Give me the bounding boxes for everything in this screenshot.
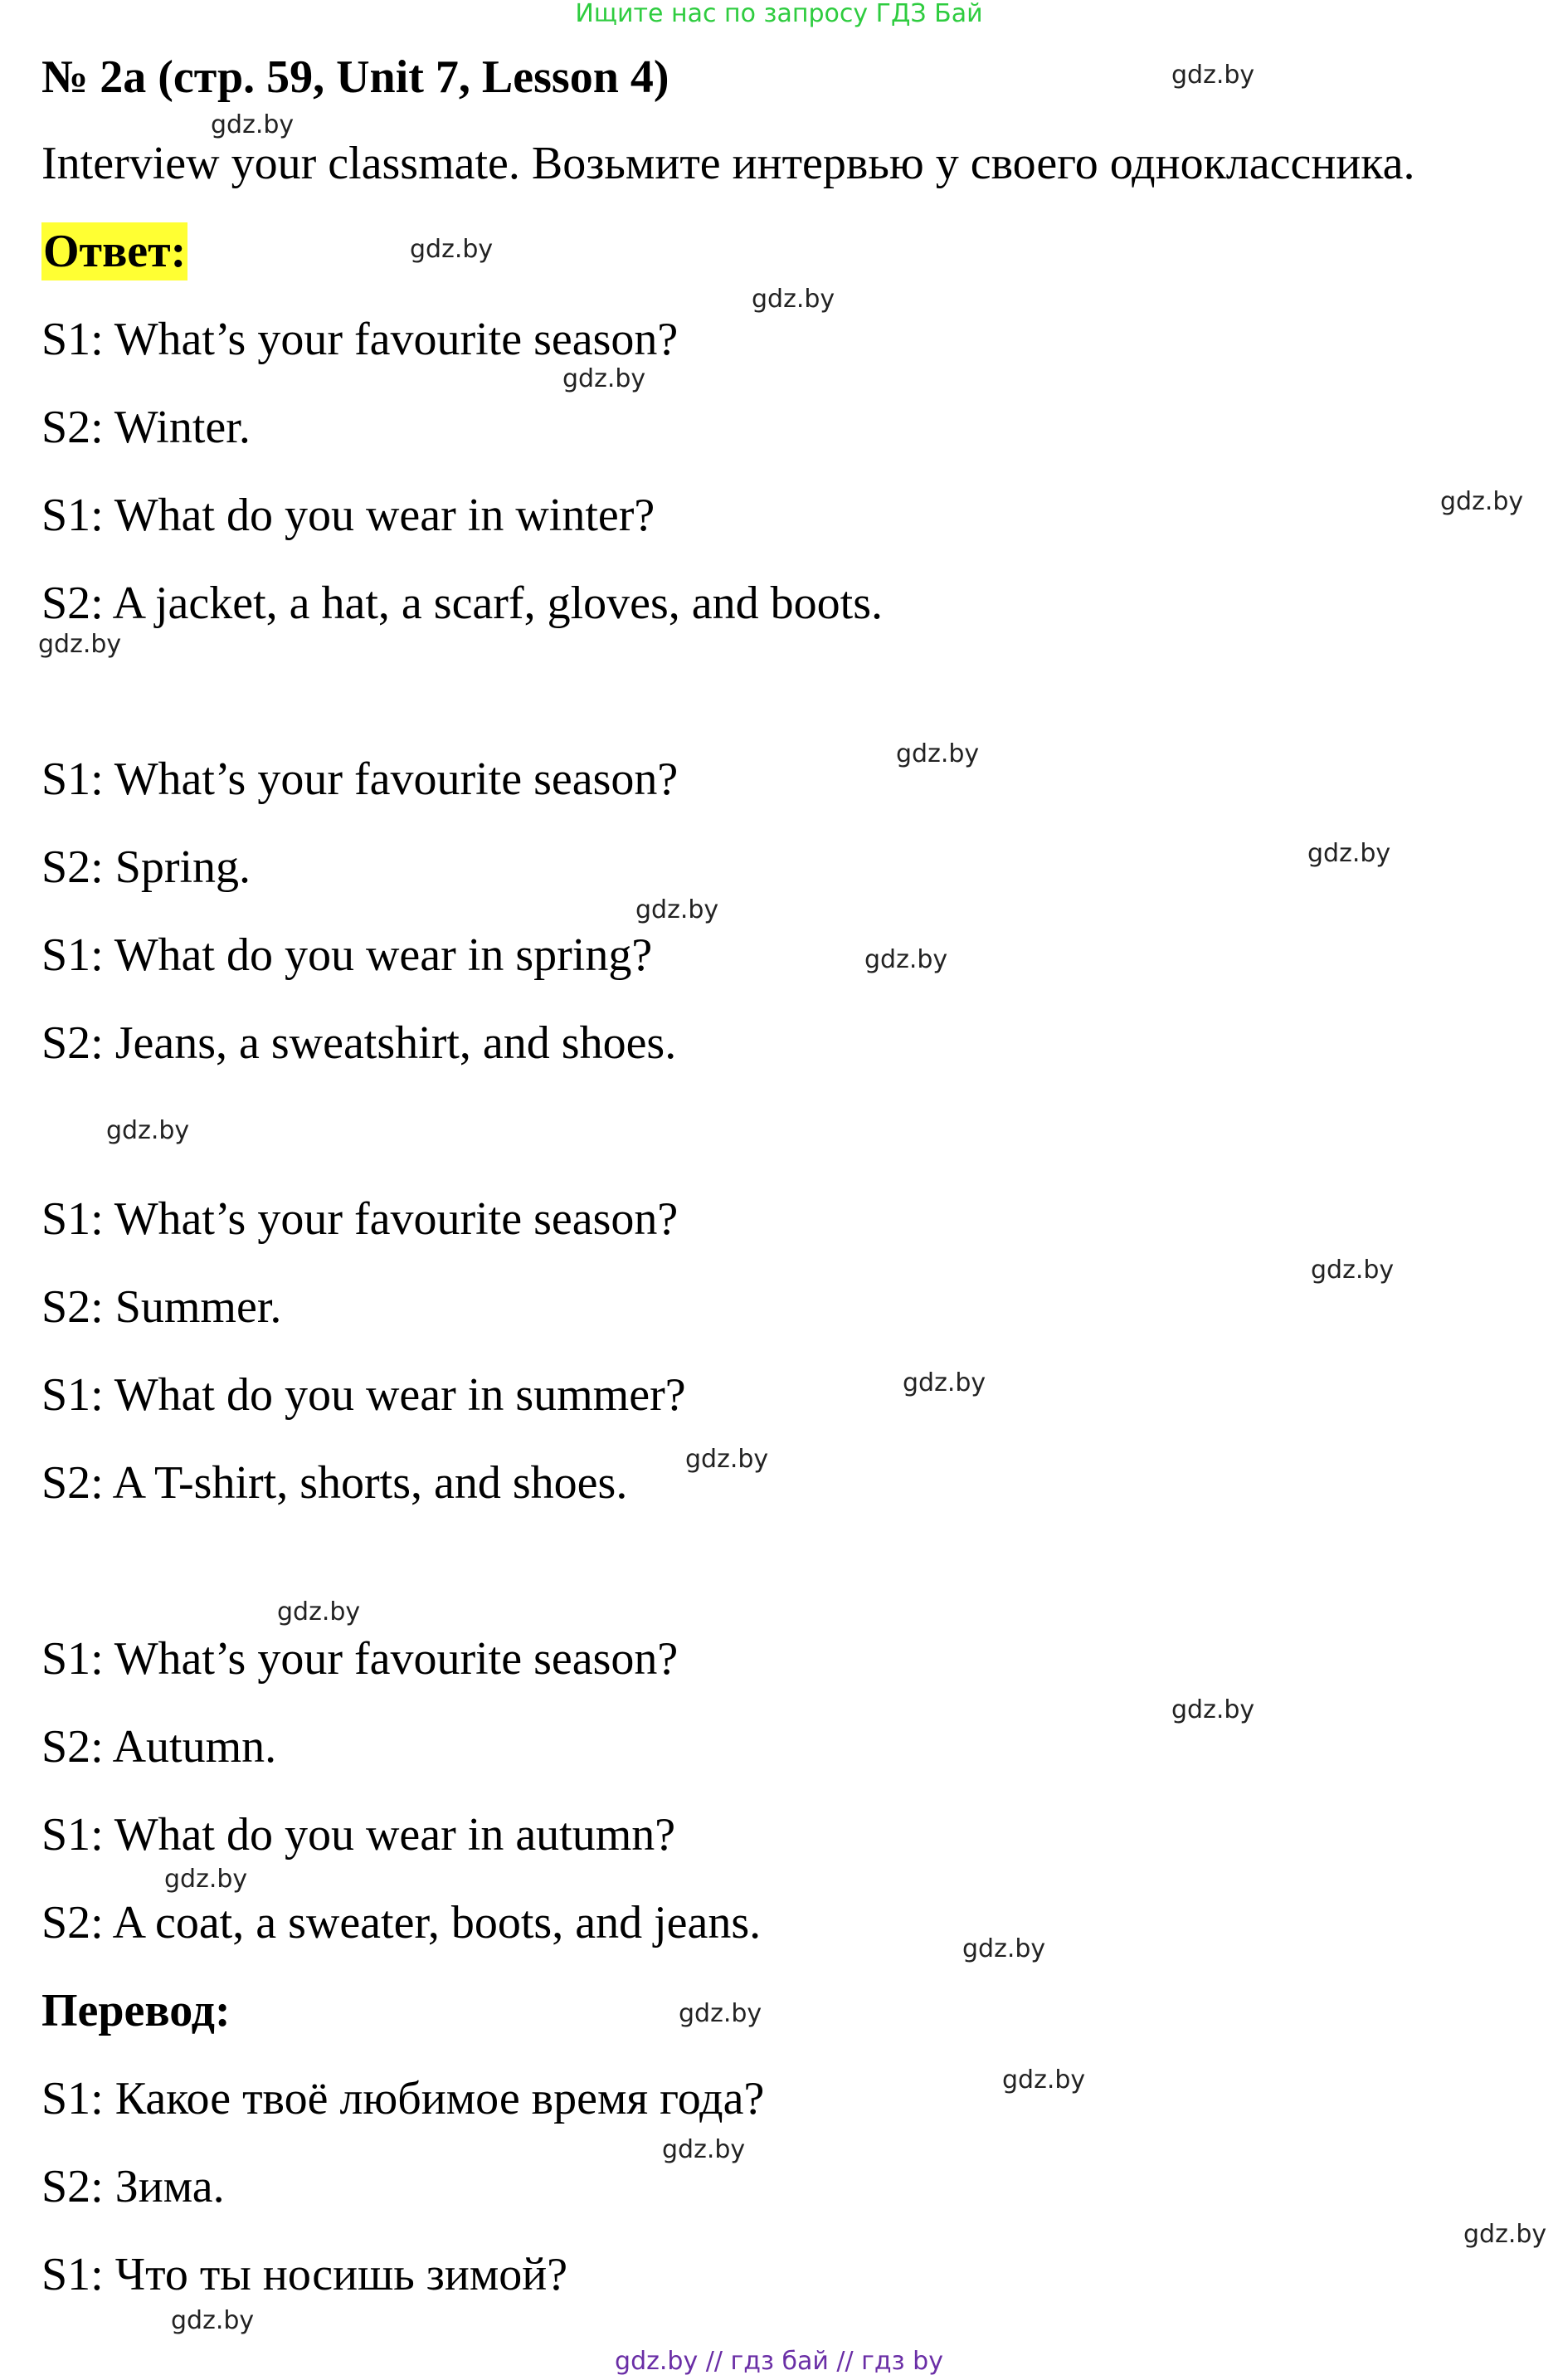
search-banner[interactable]: Ищите нас по запросу ГДЗ Бай xyxy=(575,0,983,28)
watermark: gdz.by xyxy=(38,630,122,659)
footer-links[interactable]: gdz.by // гдз бай // гдз by xyxy=(615,2347,943,2376)
task-instruction: Interview your classmate. Возьмите интервью у своего одноклассника. xyxy=(41,138,1415,189)
answer-label: Ответ: xyxy=(41,222,187,280)
watermark: gdz.by xyxy=(277,1597,361,1626)
watermark: gdz.by xyxy=(164,1865,248,1894)
watermark: gdz.by xyxy=(1311,1256,1395,1285)
watermark: gdz.by xyxy=(864,945,948,974)
translation-line-3: S1: Что ты носишь зимой? xyxy=(41,2249,568,2300)
watermark: gdz.by xyxy=(662,2135,746,2164)
exercise-title: № 2a (стр. 59, Unit 7, Lesson 4) xyxy=(41,51,669,103)
dialogue-4-line-1: S1: What’s your favourite season? xyxy=(41,1633,679,1685)
dialogue-1-line-4: S2: A jacket, a hat, a scarf, gloves, and boots. xyxy=(41,578,883,629)
watermark: gdz.by xyxy=(171,2306,255,2335)
dialogue-2-line-2: S2: Spring. xyxy=(41,841,251,893)
watermark: gdz.by xyxy=(962,1934,1046,1963)
watermark: gdz.by xyxy=(106,1116,190,1145)
dialogue-4-line-3: S1: What do you wear in autumn? xyxy=(41,1809,676,1861)
translation-label: Перевод: xyxy=(41,1985,231,2036)
dialogue-3-line-1: S1: What’s your favourite season? xyxy=(41,1193,679,1245)
dialogue-3-line-4: S2: A T-shirt, shorts, and shoes. xyxy=(41,1457,628,1509)
dialogue-2-line-1: S1: What’s your favourite season? xyxy=(41,754,679,805)
watermark: gdz.by xyxy=(1463,2220,1547,2249)
watermark: gdz.by xyxy=(679,1999,762,2028)
dialogue-1-line-2: S2: Winter. xyxy=(41,402,251,453)
dialogue-1-line-1: S1: What’s your favourite season? xyxy=(41,314,679,365)
dialogue-3-line-2: S2: Summer. xyxy=(41,1281,282,1333)
translation-line-1: S1: Какое твоё любимое время года? xyxy=(41,2073,765,2124)
watermark: gdz.by xyxy=(211,110,295,139)
dialogue-3-line-3: S1: What do you wear in summer? xyxy=(41,1369,686,1421)
watermark: gdz.by xyxy=(410,235,494,264)
watermark: gdz.by xyxy=(635,895,719,924)
watermark: gdz.by xyxy=(903,1368,986,1397)
dialogue-4-line-4: S2: A coat, a sweater, boots, and jeans. xyxy=(41,1897,762,1948)
translation-line-2: S2: Зима. xyxy=(41,2161,225,2212)
dialogue-2-line-4: S2: Jeans, a sweatshirt, and shoes. xyxy=(41,1017,677,1069)
watermark: gdz.by xyxy=(1307,839,1391,868)
watermark: gdz.by xyxy=(896,739,980,768)
watermark: gdz.by xyxy=(685,1445,769,1474)
dialogue-1-line-3: S1: What do you wear in winter? xyxy=(41,490,655,541)
watermark: gdz.by xyxy=(1002,2065,1086,2095)
watermark: gdz.by xyxy=(1171,61,1255,90)
dialogue-2-line-3: S1: What do you wear in spring? xyxy=(41,929,653,981)
watermark: gdz.by xyxy=(752,285,835,314)
watermark: gdz.by xyxy=(562,364,646,393)
dialogue-4-line-2: S2: Autumn. xyxy=(41,1721,277,1773)
watermark: gdz.by xyxy=(1171,1695,1255,1724)
watermark: gdz.by xyxy=(1440,487,1524,516)
